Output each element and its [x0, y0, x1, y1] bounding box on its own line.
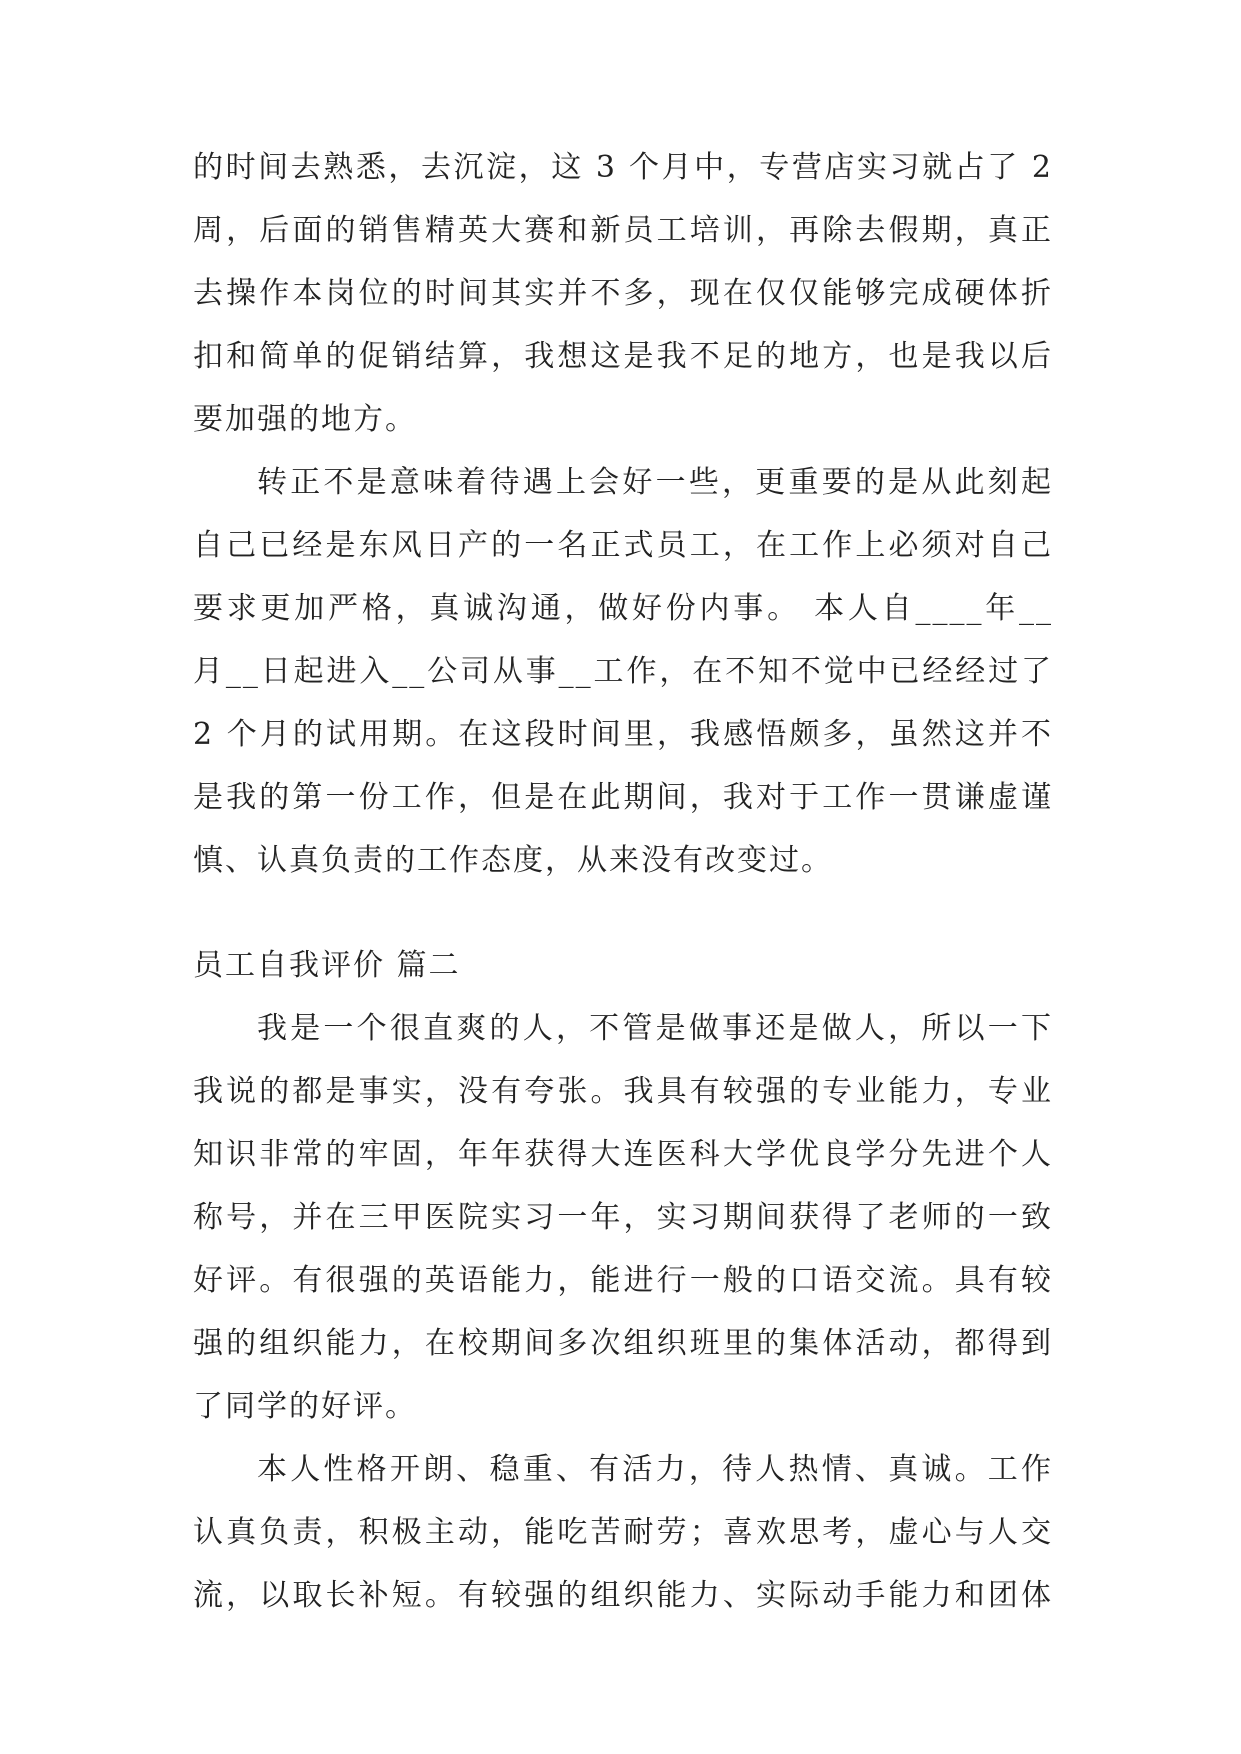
paragraph-3-line: 强的组织能力，在校期间多次组织班里的集体活动，都得到	[193, 1326, 1053, 1361]
paragraph-2-line: 月__日起进入__公司从事__工作，在不知不觉中已经经过了	[193, 654, 1053, 689]
section-heading: 员工自我评价 篇二	[193, 948, 461, 983]
paragraph-2-line: 自己已经是东风日产的一名正式员工，在工作上必须对自己	[193, 528, 1053, 563]
paragraph-3-line: 了同学的好评。	[193, 1389, 417, 1424]
paragraph-3-line: 知识非常的牢固，年年获得大连医科大学优良学分先进个人	[193, 1137, 1053, 1172]
paragraph-1-line: 周，后面的销售精英大赛和新员工培训，再除去假期，真正	[193, 213, 1053, 248]
paragraph-3-line: 好评。有很强的英语能力，能进行一般的口语交流。具有较	[193, 1263, 1053, 1298]
paragraph-4-line: 认真负责，积极主动，能吃苦耐劳；喜欢思考，虚心与人交	[193, 1515, 1053, 1550]
paragraph-1-line: 扣和简单的促销结算，我想这是我不足的地方，也是我以后	[193, 339, 1053, 374]
paragraph-4-line: 本人性格开朗、稳重、有活力，待人热情、真诚。工作	[257, 1452, 1053, 1487]
paragraph-2-line: 转正不是意味着待遇上会好一些，更重要的是从此刻起	[257, 465, 1053, 500]
paragraph-3-line: 我是一个很直爽的人，不管是做事还是做人，所以一下	[257, 1011, 1053, 1046]
paragraph-2-line: 2 个月的试用期。在这段时间里，我感悟颇多，虽然这并不	[193, 717, 1053, 752]
paragraph-3-line: 我说的都是事实，没有夸张。我具有较强的专业能力，专业	[193, 1074, 1053, 1109]
paragraph-2-line: 要求更加严格，真诚沟通，做好份内事。 本人自____年__	[193, 591, 1053, 626]
paragraph-3-line: 称号，并在三甲医院实习一年，实习期间获得了老师的一致	[193, 1200, 1053, 1235]
paragraph-1-line: 要加强的地方。	[193, 402, 417, 437]
paragraph-4-line: 流，以取长补短。有较强的组织能力、实际动手能力和团体	[193, 1578, 1053, 1613]
paragraph-1-line: 的时间去熟悉，去沉淀，这 3 个月中，专营店实习就占了 2	[193, 150, 1053, 185]
paragraph-2-line: 慎、认真负责的工作态度，从来没有改变过。	[193, 843, 833, 878]
paragraph-1-line: 去操作本岗位的时间其实并不多，现在仅仅能够完成硬体折	[193, 276, 1053, 311]
paragraph-2-line: 是我的第一份工作，但是在此期间，我对于工作一贯谦虚谨	[193, 780, 1053, 815]
